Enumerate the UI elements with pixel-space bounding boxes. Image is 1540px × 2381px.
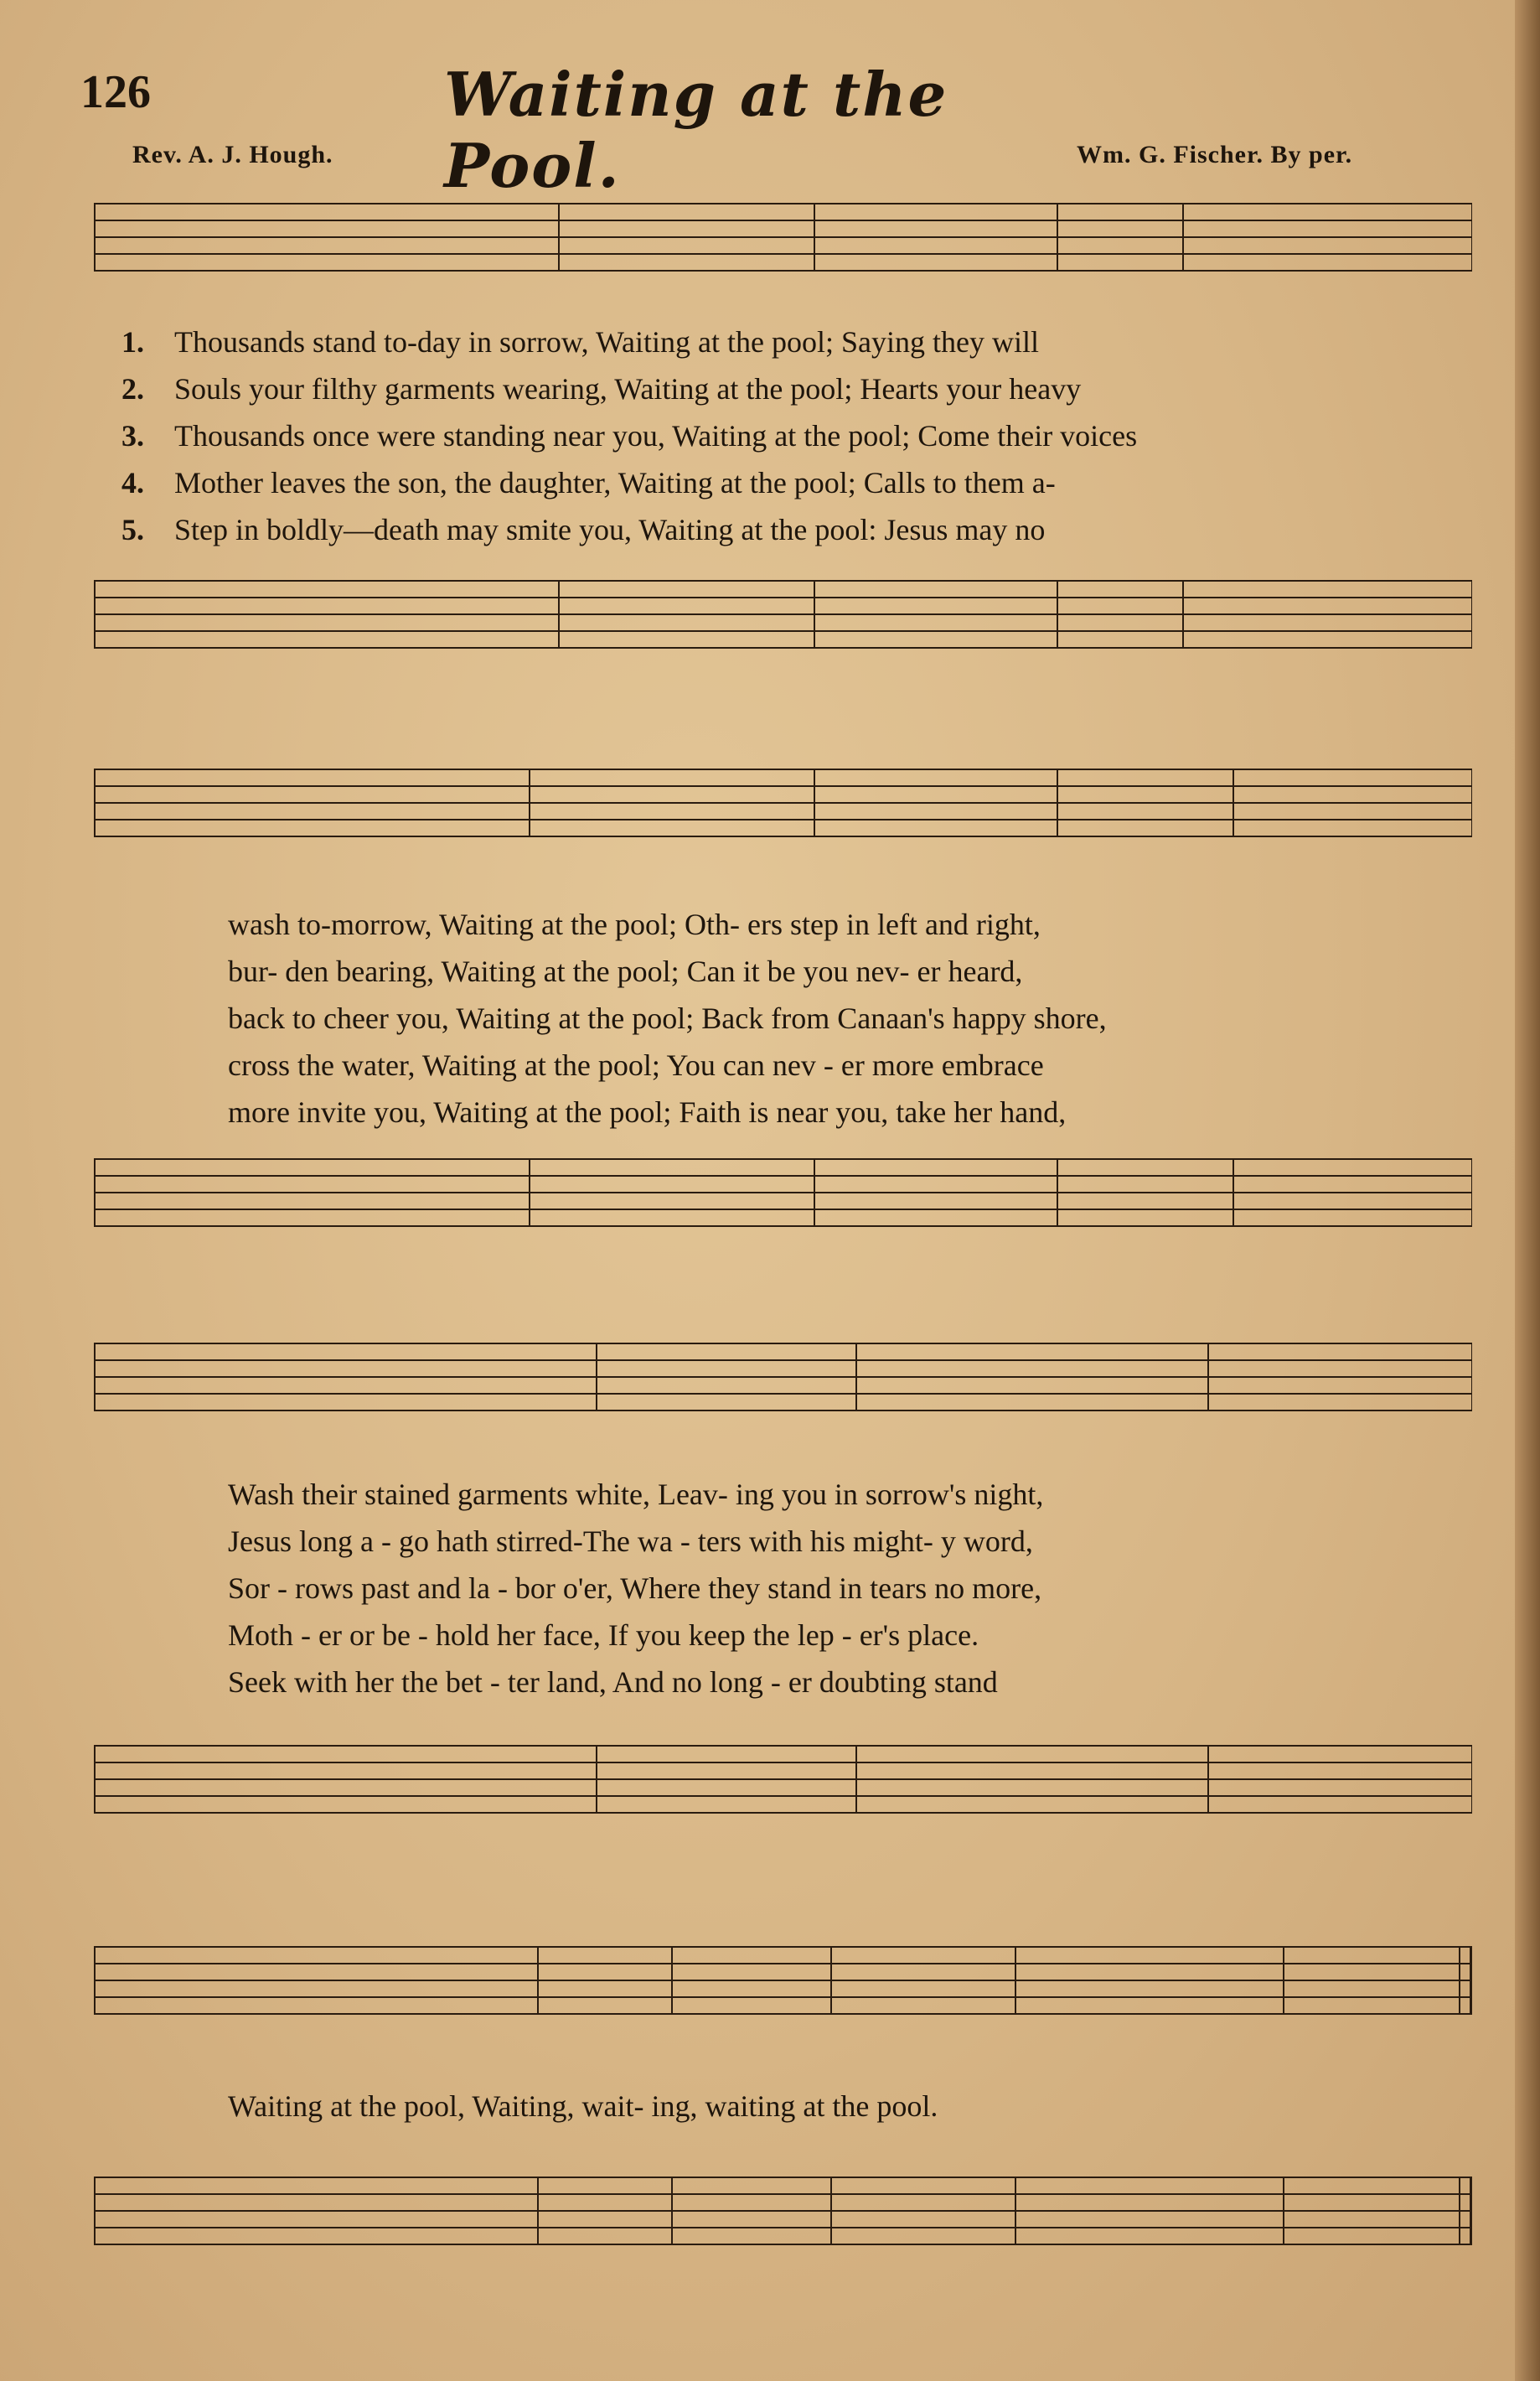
lyric-line: Seek with her the bet - ter land, And no long - er doubting stand [228, 1665, 998, 1699]
lyric-line: more invite you, Waiting at the pool; Faith is near you, take her hand, [228, 1095, 1067, 1129]
treble-staff [94, 189, 1472, 289]
music-system-1 [94, 180, 1472, 683]
lyric-line: cross the water, Waiting at the pool; You can nev - er more embrace [228, 1048, 1044, 1082]
treble-staff [94, 754, 1472, 855]
lyric-line: Sor - rows past and la - bor o'er, Where they stand in tears no more, [228, 1571, 1042, 1605]
bass-staff [94, 1144, 1472, 1245]
lyric-line: 5. Step in boldly—death may smite you, Waiting at the pool: Jesus may no [121, 513, 1046, 546]
lyric-line: 2. Souls your filthy garments wearing, Waiting at the pool; Hearts your heavy [121, 372, 1082, 406]
lyric-line: back to cheer you, Waiting at the pool; Back from Canaan's happy shore, [228, 1002, 1107, 1035]
page-number: 126 [80, 66, 151, 118]
music-system-3 [94, 1328, 1472, 1873]
lyric-line: 4. Mother leaves the son, the daughter, Waiting at the pool; Calls to them a- [121, 466, 1056, 499]
refrain-lyrics [94, 2083, 1472, 2130]
bass-staff [94, 566, 1472, 666]
lyricist-credit: Rev. A. J. Hough. [132, 141, 333, 168]
bass-staff [94, 1731, 1472, 1831]
lyric-line: Wash their stained garments white, Leav- ing you in sorrow's night, [228, 1478, 1044, 1511]
music-system-2 [94, 754, 1472, 1257]
lyric-line: Moth - er or be - hold her face, If you keep the lep - er's place. [228, 1618, 979, 1652]
treble-staff [94, 1328, 1472, 1429]
lyric-line: bur- den bearing, Waiting at the pool; Can it be you nev- er heard, [228, 955, 1023, 988]
lyric-line: Waiting at the pool, Waiting, wait- ing, waiting at the pool. [228, 2089, 938, 2123]
verse-lyrics-1 [94, 318, 1472, 553]
bass-staff [94, 2162, 1472, 2263]
composer-credit: Wm. G. Fischer. By per. [1077, 141, 1353, 168]
lyric-line: 1. Thousands stand to-day in sorrow, Waiting at the pool; Saying they will [121, 325, 1039, 359]
verse-lyrics-3 [94, 1471, 1472, 1706]
verse-lyrics-2 [94, 901, 1472, 1136]
hymn-title: Waiting at the Pool. [444, 59, 948, 201]
music-system-4-refrain [94, 1932, 1472, 2301]
lyric-line: Jesus long a - go hath stirred-The wa - ters with his might- y word, [228, 1524, 1033, 1558]
lyric-line: 3. Thousands once were standing near you, Waiting at the pool; Come their voices [121, 419, 1138, 453]
lyric-line: wash to-morrow, Waiting at the pool; Oth- ers step in left and right, [228, 908, 1041, 941]
treble-staff [94, 1932, 1472, 2032]
page-edge [1515, 0, 1540, 2381]
